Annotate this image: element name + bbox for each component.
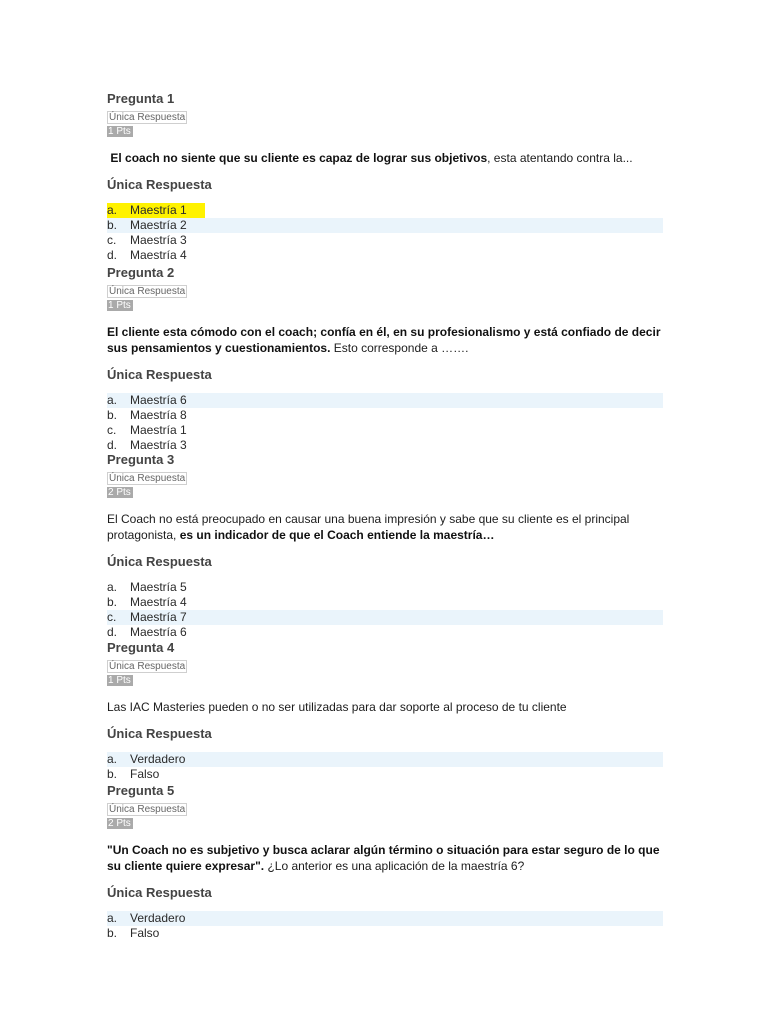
option-letter: b.: [107, 767, 118, 781]
option-letter: d.: [107, 625, 118, 639]
statement-rest: Esto corresponde a …….: [330, 341, 469, 355]
option-a[interactable]: [107, 203, 663, 218]
option-letter: b.: [107, 408, 118, 422]
question-title: Pregunta 1: [107, 91, 175, 106]
points-badge: 2 Pts: [107, 487, 133, 498]
option-c[interactable]: [107, 610, 663, 625]
option-letter: b.: [107, 595, 118, 609]
question-1: [107, 91, 663, 263]
option-d[interactable]: [107, 625, 663, 640]
question-5: [107, 783, 663, 941]
option-text: Maestría 2: [130, 218, 187, 232]
response-header: Única Respuesta: [107, 726, 212, 741]
option-c[interactable]: [107, 233, 663, 248]
answer-options: [107, 752, 663, 782]
question-4: [107, 640, 663, 782]
option-text: Falso: [130, 767, 160, 781]
statement-rest: , esta atentando contra la...: [487, 151, 633, 165]
question-statement: [107, 842, 663, 874]
option-text: Maestría 6: [130, 625, 187, 639]
option-c[interactable]: [107, 423, 663, 438]
option-text: Maestría 7: [130, 610, 187, 624]
option-text: Falso: [130, 926, 160, 940]
option-letter: c.: [107, 233, 117, 247]
option-letter: a.: [107, 752, 118, 766]
option-letter: a.: [107, 580, 118, 594]
option-letter: d.: [107, 438, 118, 452]
option-b[interactable]: [107, 595, 663, 610]
question-title: Pregunta 3: [107, 452, 175, 467]
question-type-badge: Única Respuesta: [109, 661, 186, 672]
option-b[interactable]: [107, 926, 663, 941]
option-a[interactable]: [107, 911, 663, 926]
option-text: Maestría 6: [130, 393, 187, 407]
option-text: Verdadero: [130, 911, 186, 925]
answer-options: [107, 203, 663, 263]
question-title: Pregunta 5: [107, 783, 175, 798]
question-2: [107, 265, 663, 453]
question-type-badge: Única Respuesta: [109, 112, 186, 123]
points-badge: 1 Pts: [107, 300, 133, 311]
option-d[interactable]: [107, 248, 663, 263]
response-header: Única Respuesta: [107, 554, 212, 569]
option-letter: c.: [107, 423, 117, 437]
points-badge: 1 Pts: [107, 126, 133, 137]
question-statement: [107, 150, 663, 166]
statement-bold: es un indicador de que el Coach entiende la maestría…: [179, 528, 495, 542]
question-3: [107, 452, 663, 640]
question-statement: [107, 511, 663, 543]
response-header: Única Respuesta: [107, 177, 212, 192]
option-a[interactable]: [107, 580, 663, 595]
statement-bold: "Un Coach no es subjetivo y busca aclarar algún término o situación para estar seguro de lo que su cliente quiere expresar".: [107, 843, 660, 873]
question-type-badge: Única Respuesta: [109, 804, 186, 815]
option-letter: a.: [107, 911, 118, 925]
answer-options: [107, 393, 663, 453]
option-text: Verdadero: [130, 752, 186, 766]
option-a[interactable]: [107, 752, 663, 767]
question-title: Pregunta 2: [107, 265, 175, 280]
question-statement: [107, 324, 663, 356]
option-text: Maestría 8: [130, 408, 187, 422]
option-letter: b.: [107, 926, 118, 940]
option-a[interactable]: [107, 393, 663, 408]
answer-options: [107, 911, 663, 941]
statement-rest: ¿Lo anterior es una aplicación de la maestría 6?: [264, 859, 525, 873]
points-badge: 1 Pts: [107, 675, 133, 686]
option-letter: a.: [107, 203, 118, 217]
option-text: Maestría 4: [130, 595, 187, 609]
response-header: Única Respuesta: [107, 885, 212, 900]
option-letter: c.: [107, 610, 117, 624]
option-b[interactable]: [107, 767, 663, 782]
answer-options: [107, 580, 663, 640]
option-d[interactable]: [107, 438, 663, 453]
statement-bold: El cliente esta cómodo con el coach; confía en él, en su profesionalismo y está confiado de decir sus pensamientos y cuestionamientos.: [107, 325, 661, 355]
option-letter: a.: [107, 393, 118, 407]
option-text: Maestría 1: [130, 203, 187, 217]
option-letter: d.: [107, 248, 118, 262]
option-text: Maestría 1: [130, 423, 187, 437]
points-badge: 2 Pts: [107, 818, 133, 829]
option-letter: b.: [107, 218, 118, 232]
response-header: Única Respuesta: [107, 367, 212, 382]
option-text: Maestría 3: [130, 438, 187, 452]
option-b[interactable]: [107, 218, 663, 233]
question-type-badge: Única Respuesta: [109, 286, 186, 297]
option-b[interactable]: [107, 408, 663, 423]
question-title: Pregunta 4: [107, 640, 175, 655]
statement-plain: El Coach no está preocupado en causar una buena impresión y sabe que su cliente es el principal protagonista,: [107, 512, 630, 542]
statement-bold: El coach no siente que su cliente es capaz de lograr sus objetivos: [110, 151, 488, 165]
option-text: Maestría 3: [130, 233, 187, 247]
option-text: Maestría 5: [130, 580, 187, 594]
option-text: Maestría 4: [130, 248, 187, 262]
question-statement: Las IAC Masteries pueden o no ser utilizadas para dar soporte al proceso de tu cliente: [107, 700, 567, 714]
question-type-badge: Única Respuesta: [109, 473, 186, 484]
